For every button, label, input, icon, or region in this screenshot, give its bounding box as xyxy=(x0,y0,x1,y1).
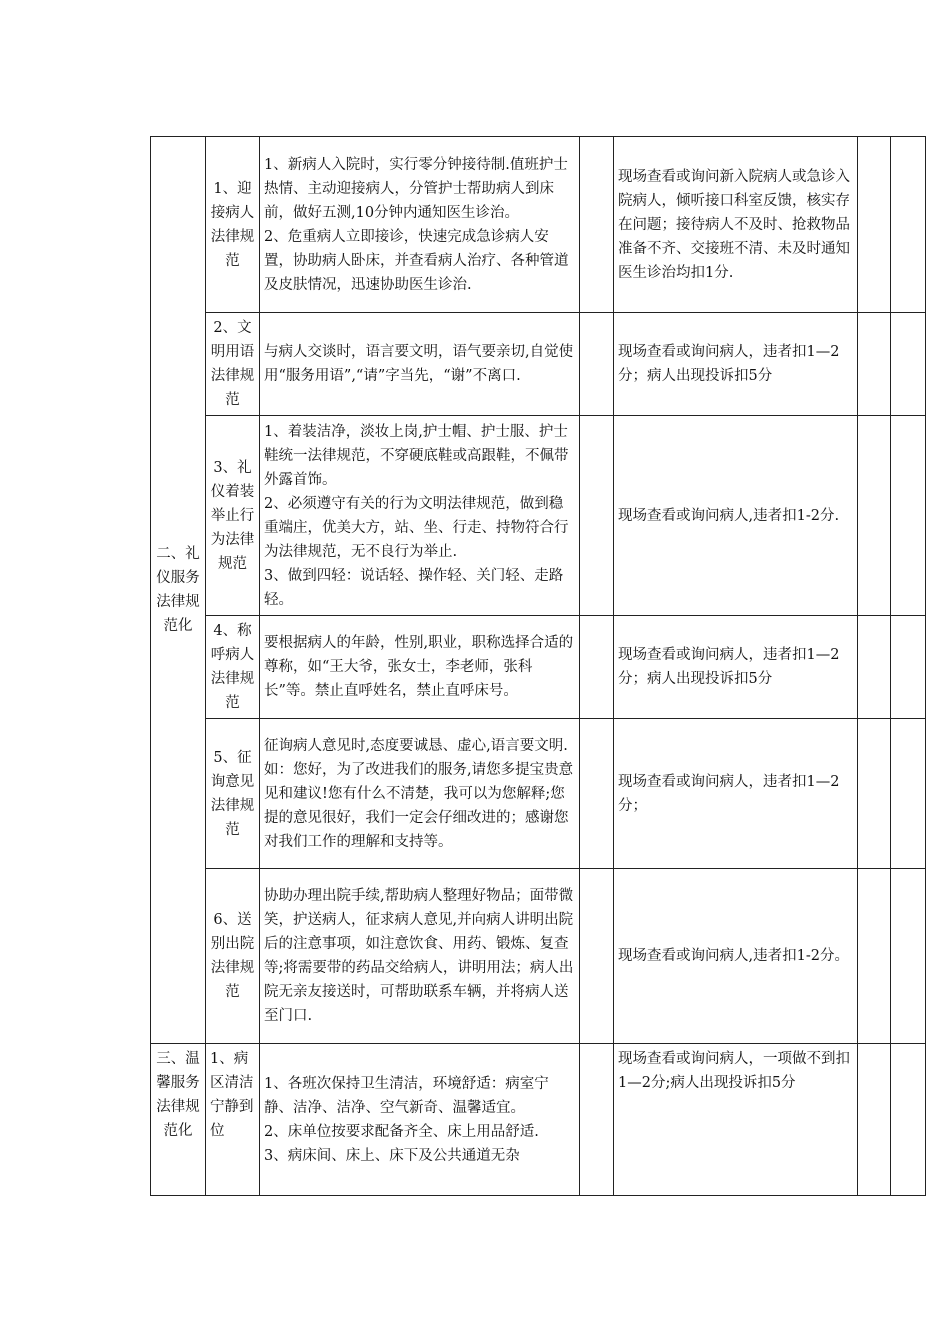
table-row xyxy=(151,616,926,719)
table-row xyxy=(151,719,926,869)
note-cell xyxy=(891,313,926,416)
score-cell xyxy=(858,869,891,1044)
table-row xyxy=(151,313,926,416)
standard-cell xyxy=(260,1044,580,1196)
standard-line: 1、新病人入院时，实行零分钟接待制.值班护士热情、主动迎接病人，分管护士帮助病人到床前，做好五测,10分钟内通知医生诊治。 xyxy=(264,156,568,221)
score-cell xyxy=(858,137,891,313)
empty-cell xyxy=(580,313,614,416)
note-cell xyxy=(891,616,926,719)
empty-cell xyxy=(580,869,614,1044)
empty-cell xyxy=(580,416,614,616)
table-row xyxy=(151,416,926,616)
note-cell xyxy=(891,869,926,1044)
item-cell: 1、迎接病人法律规范 xyxy=(206,137,260,313)
method-cell: 现场查看或询问病人，违者扣1—2分；病人出现投诉扣5分 xyxy=(614,313,858,416)
table-row xyxy=(151,869,926,1044)
standard-line: 1、着装洁净，淡妆上岗,护士帽、护士服、护士鞋统一法律规范，不穿硬底鞋或高跟鞋，不佩带外露首饰。 xyxy=(264,423,569,488)
standard-cell xyxy=(260,137,580,313)
note-cell xyxy=(891,137,926,313)
note-cell xyxy=(891,416,926,616)
standard-cell xyxy=(260,616,580,719)
note-cell xyxy=(891,719,926,869)
score-cell xyxy=(858,616,891,719)
method-cell: 现场查看或询问新入院病人或急诊入院病人，倾听接口科室反馈，核实存在问题；接待病人不及时、抢救物品准备不齐、交接班不清、未及时通知医生诊治均扣1分. xyxy=(614,137,858,313)
item-cell: 5、征询意见法律规范 xyxy=(206,719,260,869)
empty-cell xyxy=(580,616,614,719)
standard-line: 协助办理出院手续,帮助病人整理好物品；面带微笑，护送病人，征求病人意见,并向病人讲明出院后的注意事项，如注意饮食、用药、锻炼、复查等;将需要带的药品交给病人，讲明用法；病人出院无亲友接送时，可帮助联系车辆，并将病人送至门口. xyxy=(264,888,574,1024)
table-row xyxy=(151,1044,926,1196)
score-cell xyxy=(858,313,891,416)
method-cell: 现场查看或询问病人,违者扣1-2分。 xyxy=(614,869,858,1044)
score-cell xyxy=(858,719,891,869)
item-cell: 1、病区清洁宁静到位 xyxy=(206,1044,260,1196)
standard-cell xyxy=(260,719,580,869)
item-cell: 4、称呼病人法律规范 xyxy=(206,616,260,719)
empty-cell xyxy=(580,137,614,313)
note-cell xyxy=(891,1044,926,1196)
standard-cell xyxy=(260,313,580,416)
method-cell: 现场查看或询问病人，一项做不到扣1—2分;病人出现投诉扣5分 xyxy=(614,1044,858,1196)
standard-line: 2、床单位按要求配备齐全、床上用品舒适. xyxy=(264,1123,539,1140)
item-cell: 2、文明用语法律规范 xyxy=(206,313,260,416)
evaluation-table xyxy=(150,136,926,1196)
item-cell: 6、送别出院法律规范 xyxy=(206,869,260,1044)
table-row xyxy=(151,137,926,313)
method-cell: 现场查看或询问病人，违者扣1—2分；病人出现投诉扣5分 xyxy=(614,616,858,719)
category-cell: 二、礼仪服务法律规范化 xyxy=(151,137,206,1044)
standard-line: 征询病人意见时,态度要诚恳、虚心,语言要文明.如：您好，为了改进我们的服务,请您多提宝贵意见和建议!您有什么不清楚，我可以为您解释;您提的意见很好，我们一定会仔细改进的；感谢您对我们工作的理解和支持等。 xyxy=(264,737,574,850)
standard-line: 2、必须遵守有关的行为文明法律规范，做到稳重端庄，优美大方，站、坐、行走、持物符合行为法律规范，无不良行为举止. xyxy=(264,495,569,560)
standard-line: 与病人交谈时，语言要文明，语气要亲切,自觉使用“服务用语”,“请”字当先，“谢”不离口. xyxy=(264,344,574,384)
standard-line: 3、做到四轻：说话轻、操作轻、关门轻、走路轻。 xyxy=(264,567,564,608)
standard-line: 要根据病人的年龄，性别,职业，职称选择合适的尊称，如“王大爷，张女士，李老师，张科长”等。禁止直呼姓名，禁止直呼床号。 xyxy=(264,635,574,699)
standard-cell xyxy=(260,869,580,1044)
method-cell: 现场查看或询问病人，违者扣1—2分； xyxy=(614,719,858,869)
empty-cell xyxy=(580,1044,614,1196)
score-cell xyxy=(858,1044,891,1196)
empty-cell xyxy=(580,719,614,869)
category-cell: 三、温馨服务法律规范化 xyxy=(151,1044,206,1196)
score-cell xyxy=(858,416,891,616)
standard-line: 1、各班次保持卫生清洁，环境舒适：病室宁静、洁净、洁净、空气新奇、温馨适宜。 xyxy=(264,1075,549,1116)
standard-line: 3、病床间、床上、床下及公共通道无杂 xyxy=(264,1147,520,1164)
item-cell: 3、礼仪着装举止行为法律规范 xyxy=(206,416,260,616)
method-cell: 现场查看或询问病人,违者扣1-2分. xyxy=(614,416,858,616)
standard-cell xyxy=(260,416,580,616)
standard-line: 2、危重病人立即接诊，快速完成急诊病人安置，协助病人卧床，并查看病人治疗、各种管道及皮肤情况，迅速协助医生诊治. xyxy=(264,228,569,293)
